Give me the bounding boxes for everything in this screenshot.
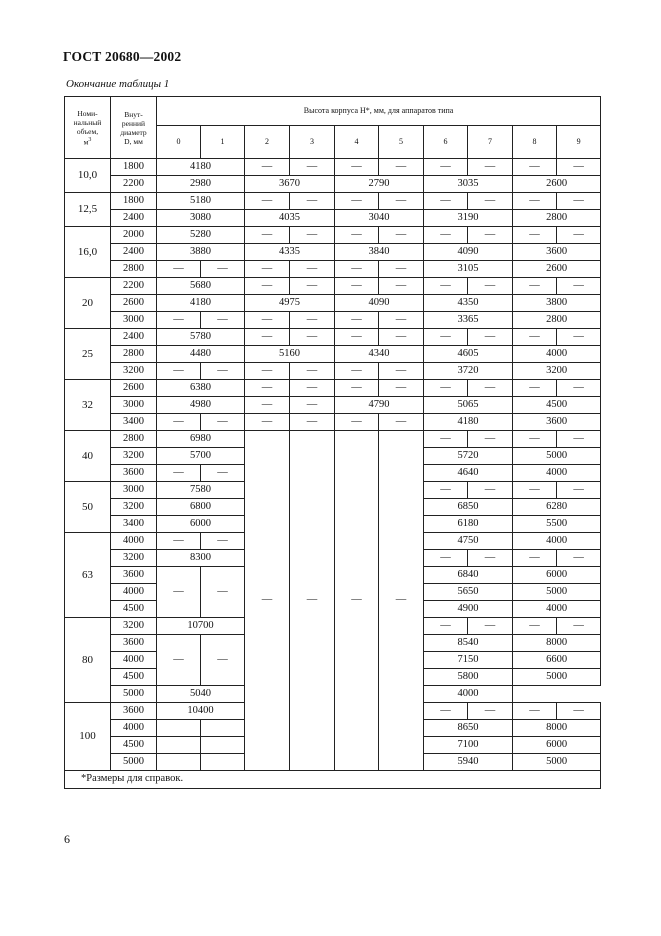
table-cell: 3600 (513, 244, 601, 261)
table-cell: 5000 (513, 754, 601, 771)
diameter-cell: 3000 (111, 482, 157, 499)
header-type-4: 4 (335, 126, 379, 159)
table-cell: — (424, 159, 468, 176)
table-cell: 5650 (424, 584, 513, 601)
table-cell: 6000 (513, 567, 601, 584)
table-cell: 4605 (424, 346, 513, 363)
volume-cell: 32 (65, 380, 111, 431)
table-cell: 6980 (157, 431, 245, 448)
table-cell: — (157, 635, 201, 686)
table-cell (157, 720, 201, 737)
diameter-cell: 2200 (111, 278, 157, 295)
table-cell: — (468, 329, 513, 346)
table-cell: 10700 (157, 618, 245, 635)
table-cell: 4180 (157, 159, 245, 176)
table-cell: — (468, 431, 513, 448)
table-cell: 5000 (513, 584, 601, 601)
table-cell: — (201, 363, 245, 380)
table-cell: — (424, 329, 468, 346)
table-cell: — (513, 227, 557, 244)
table-row (65, 193, 601, 210)
table-cell: 5500 (513, 516, 601, 533)
header-type-3: 3 (290, 126, 335, 159)
diameter-cell: 2800 (111, 431, 157, 448)
table-cell: — (379, 312, 424, 329)
table-cell: — (335, 329, 379, 346)
merged-cell: — (290, 431, 335, 771)
table-cell: 6840 (424, 567, 513, 584)
table-row (65, 210, 601, 227)
table-cell: — (424, 193, 468, 210)
diameter-cell: 3200 (111, 363, 157, 380)
table-cell: 4180 (424, 414, 513, 431)
table-cell: — (335, 414, 379, 431)
table-cell: — (379, 380, 424, 397)
table-cell: — (468, 703, 513, 720)
diameter-cell: 3200 (111, 499, 157, 516)
table-cell: 5680 (157, 278, 245, 295)
header-diameter: Внут- ренний диаметр D, мм (111, 97, 157, 159)
table-row (65, 397, 601, 414)
header-type-7: 7 (468, 126, 513, 159)
table-cell: 6800 (157, 499, 245, 516)
table-cell: — (557, 278, 601, 295)
volume-cell: 40 (65, 431, 111, 482)
table-cell: — (513, 618, 557, 635)
table-cell: 6600 (513, 652, 601, 669)
table-cell: 4790 (335, 397, 424, 414)
table-cell: — (245, 363, 290, 380)
diameter-cell: 3200 (111, 448, 157, 465)
table-cell: 4640 (424, 465, 513, 482)
table-cell: 4090 (424, 244, 513, 261)
table-cell: 5780 (157, 329, 245, 346)
table-cell: — (290, 363, 335, 380)
table-cell: 10400 (157, 703, 245, 720)
table-cell: — (379, 159, 424, 176)
table-cell: 2800 (513, 210, 601, 227)
volume-cell: 100 (65, 703, 111, 771)
table-cell: 4000 (513, 346, 601, 363)
table-cell: — (424, 550, 468, 567)
table-cell: — (290, 397, 335, 414)
table-row (65, 176, 601, 193)
table-cell: — (201, 414, 245, 431)
table-cell: — (557, 550, 601, 567)
table-cell: — (201, 533, 245, 550)
volume-cell: 50 (65, 482, 111, 533)
header-type-2: 2 (245, 126, 290, 159)
table-cell: 4090 (335, 295, 424, 312)
table-cell: 5000 (513, 669, 601, 686)
diameter-cell: 3600 (111, 703, 157, 720)
table-cell: — (424, 227, 468, 244)
diameter-cell: 1800 (111, 193, 157, 210)
table-cell: — (245, 261, 290, 278)
table-cell: 5940 (424, 754, 513, 771)
table-cell: — (557, 380, 601, 397)
table-cell: — (157, 312, 201, 329)
diameter-cell: 2200 (111, 176, 157, 193)
diameter-cell: 3200 (111, 618, 157, 635)
volume-cell: 10,0 (65, 159, 111, 193)
diameter-cell: 3200 (111, 550, 157, 567)
table-cell: — (290, 227, 335, 244)
table-row (65, 346, 601, 363)
table-cell: 6850 (424, 499, 513, 516)
table-cell: — (513, 193, 557, 210)
table-cell: — (557, 329, 601, 346)
table-cell (157, 737, 201, 754)
table-row (65, 159, 601, 176)
diameter-cell: 3600 (111, 635, 157, 652)
table-caption: Окончание таблицы 1 (66, 78, 170, 90)
table-cell: — (424, 618, 468, 635)
diameter-cell: 2000 (111, 227, 157, 244)
table-cell: — (557, 193, 601, 210)
table-cell: 5700 (157, 448, 245, 465)
table-cell: 4335 (245, 244, 335, 261)
table-cell: 6180 (424, 516, 513, 533)
table-cell: — (335, 193, 379, 210)
table-cell: 4500 (513, 397, 601, 414)
table-row (65, 414, 601, 431)
table-cell: — (335, 227, 379, 244)
table-cell: 2800 (513, 312, 601, 329)
table-cell: — (424, 380, 468, 397)
table-cell: — (245, 278, 290, 295)
table-cell: — (201, 312, 245, 329)
merged-cell: — (245, 431, 290, 771)
table-cell: 6000 (513, 737, 601, 754)
table-cell: — (245, 193, 290, 210)
diameter-cell: 2600 (111, 380, 157, 397)
table-cell: 4980 (157, 397, 245, 414)
diameter-cell: 4000 (111, 652, 157, 669)
table-cell: 5180 (157, 193, 245, 210)
table-cell: — (245, 312, 290, 329)
table-cell: — (557, 159, 601, 176)
table-cell: — (157, 363, 201, 380)
table-cell: — (424, 703, 468, 720)
diameter-cell: 4000 (111, 584, 157, 601)
table-cell (201, 754, 245, 771)
table-cell: — (201, 261, 245, 278)
table-cell: — (557, 227, 601, 244)
header-volume: Номи- нальный объем, $м^3$ (65, 97, 111, 159)
diameter-cell: 2400 (111, 210, 157, 227)
diameter-cell: 3600 (111, 567, 157, 584)
diameter-cell: 5000 (111, 686, 157, 703)
diameter-cell: 4000 (111, 533, 157, 550)
table-row (65, 380, 601, 397)
table-cell: 5065 (424, 397, 513, 414)
header-type-6: 6 (424, 126, 468, 159)
diameter-cell: 4500 (111, 601, 157, 618)
table-cell (157, 754, 201, 771)
header-height: Высота корпуса H*, мм, для аппаратов типа (157, 97, 601, 126)
table-cell: 8300 (157, 550, 245, 567)
table-cell: — (290, 380, 335, 397)
table-cell: 3200 (513, 363, 601, 380)
table-cell: — (290, 329, 335, 346)
table-cell: 3800 (513, 295, 601, 312)
diameter-cell: 2800 (111, 346, 157, 363)
diameter-cell: 4500 (111, 669, 157, 686)
merged-cell: — (379, 431, 424, 771)
table-row (65, 261, 601, 278)
table-row (65, 431, 601, 448)
table-cell: — (245, 329, 290, 346)
table-cell: — (290, 159, 335, 176)
table-cell: — (468, 159, 513, 176)
table-cell: 3040 (335, 210, 424, 227)
diameter-cell: 4500 (111, 737, 157, 754)
diameter-cell: 3400 (111, 414, 157, 431)
table-cell: — (468, 227, 513, 244)
table-cell: — (468, 550, 513, 567)
table-cell: — (513, 550, 557, 567)
volume-cell: 80 (65, 618, 111, 703)
table-cell: 5040 (157, 686, 245, 703)
table-cell (201, 737, 245, 754)
table-cell: 4000 (513, 601, 601, 618)
table-cell: — (379, 193, 424, 210)
table-cell: 7100 (424, 737, 513, 754)
header-type-8: 8 (513, 126, 557, 159)
table-cell: — (157, 414, 201, 431)
table-cell: 6280 (513, 499, 601, 516)
diameter-cell: 3000 (111, 312, 157, 329)
diameter-cell: 3400 (111, 516, 157, 533)
table-cell: — (290, 414, 335, 431)
table-cell: — (157, 567, 201, 618)
table-cell: — (335, 363, 379, 380)
table-cell: — (379, 227, 424, 244)
table-row (65, 329, 601, 346)
table-cell: — (513, 329, 557, 346)
table-cell: — (468, 380, 513, 397)
table-row (65, 312, 601, 329)
header-type-0: 0 (157, 126, 201, 159)
table-cell: — (513, 482, 557, 499)
table-cell: 3880 (157, 244, 245, 261)
table-cell: 4750 (424, 533, 513, 550)
table-cell: — (513, 380, 557, 397)
table-cell: 3840 (335, 244, 424, 261)
volume-cell: 12,5 (65, 193, 111, 227)
header-type-9: 9 (557, 126, 601, 159)
table-cell: — (557, 618, 601, 635)
table-cell: 5000 (513, 448, 601, 465)
diameter-cell: 3000 (111, 397, 157, 414)
table-cell: 4350 (424, 295, 513, 312)
table-cell: 7580 (157, 482, 245, 499)
diameter-cell: 1800 (111, 159, 157, 176)
volume-cell: 16,0 (65, 227, 111, 278)
volume-cell: 25 (65, 329, 111, 380)
table-cell: — (201, 567, 245, 618)
table-cell: — (245, 397, 290, 414)
table-cell: — (557, 431, 601, 448)
table-cell: 4000 (513, 465, 601, 482)
table-cell: — (290, 312, 335, 329)
table-cell: — (468, 278, 513, 295)
table-cell: 8650 (424, 720, 513, 737)
table-cell: 7150 (424, 652, 513, 669)
table-cell: 4975 (245, 295, 335, 312)
table-cell: 3670 (245, 176, 335, 193)
table-cell: — (335, 278, 379, 295)
table-cell: 8540 (424, 635, 513, 652)
footnote: *Размеры для справок. (65, 771, 601, 789)
table-cell: 3190 (424, 210, 513, 227)
table-cell: — (201, 465, 245, 482)
table-cell: — (513, 278, 557, 295)
table-cell: — (379, 261, 424, 278)
diameter-cell: 2600 (111, 295, 157, 312)
table-cell: — (379, 278, 424, 295)
table-cell: — (335, 261, 379, 278)
table-cell: 6000 (157, 516, 245, 533)
header-type-5: 5 (379, 126, 424, 159)
table-cell: 4000 (424, 686, 513, 703)
table-cell: 3600 (513, 414, 601, 431)
table-row (65, 295, 601, 312)
table-cell: 5800 (424, 669, 513, 686)
table-cell: — (335, 312, 379, 329)
table-cell: 4180 (157, 295, 245, 312)
table-cell: — (424, 278, 468, 295)
table-cell: 6380 (157, 380, 245, 397)
table-cell: — (290, 278, 335, 295)
table-cell: — (157, 465, 201, 482)
dimensions-table (64, 96, 601, 789)
table-cell: 4340 (335, 346, 424, 363)
table-cell: 4900 (424, 601, 513, 618)
table-cell: — (335, 159, 379, 176)
table-cell: 2600 (513, 176, 601, 193)
table-cell: — (424, 482, 468, 499)
table-cell: — (379, 329, 424, 346)
table-cell: — (245, 159, 290, 176)
table-cell: 4035 (245, 210, 335, 227)
table-cell: 4480 (157, 346, 245, 363)
table-cell: — (557, 703, 601, 720)
table-cell: — (379, 414, 424, 431)
table-cell: 5160 (245, 346, 335, 363)
table-cell: 3035 (424, 176, 513, 193)
diameter-cell: 2400 (111, 244, 157, 261)
table-cell: — (335, 380, 379, 397)
table-cell: — (379, 363, 424, 380)
table-cell: — (157, 533, 201, 550)
table-cell: — (424, 431, 468, 448)
table-cell: — (245, 380, 290, 397)
table-cell: 3720 (424, 363, 513, 380)
diameter-cell: 2800 (111, 261, 157, 278)
table-cell: — (290, 193, 335, 210)
table-cell: 2790 (335, 176, 424, 193)
table-cell: — (468, 618, 513, 635)
table-cell: — (245, 414, 290, 431)
table-cell: 3080 (157, 210, 245, 227)
table-cell: — (157, 261, 201, 278)
table-row (65, 363, 601, 380)
table-cell: 8000 (513, 720, 601, 737)
table-cell: — (290, 261, 335, 278)
table-cell: 2600 (513, 261, 601, 278)
table-cell: 4000 (513, 533, 601, 550)
table-cell: — (468, 193, 513, 210)
table-cell: 2980 (157, 176, 245, 193)
table-cell: — (513, 703, 557, 720)
table-row (65, 278, 601, 295)
header-type-1: 1 (201, 126, 245, 159)
table-cell: — (513, 431, 557, 448)
table-cell: 5720 (424, 448, 513, 465)
table-cell: — (468, 482, 513, 499)
diameter-cell: 3600 (111, 465, 157, 482)
page-number: 6 (64, 832, 70, 846)
table-row (65, 227, 601, 244)
volume-cell: 20 (65, 278, 111, 329)
table-row (65, 244, 601, 261)
table-cell: — (557, 482, 601, 499)
table-cell: 3365 (424, 312, 513, 329)
document-header: ГОСТ 20680—2002 (63, 49, 182, 64)
diameter-cell: 5000 (111, 754, 157, 771)
table-cell: — (245, 227, 290, 244)
table-cell: 3105 (424, 261, 513, 278)
diameter-cell: 4000 (111, 720, 157, 737)
table-cell: — (201, 635, 245, 686)
merged-cell: — (335, 431, 379, 771)
table-cell (201, 720, 245, 737)
table-cell: 8000 (513, 635, 601, 652)
table-cell: — (513, 159, 557, 176)
volume-cell: 63 (65, 533, 111, 618)
diameter-cell: 2400 (111, 329, 157, 346)
table-cell: 5280 (157, 227, 245, 244)
